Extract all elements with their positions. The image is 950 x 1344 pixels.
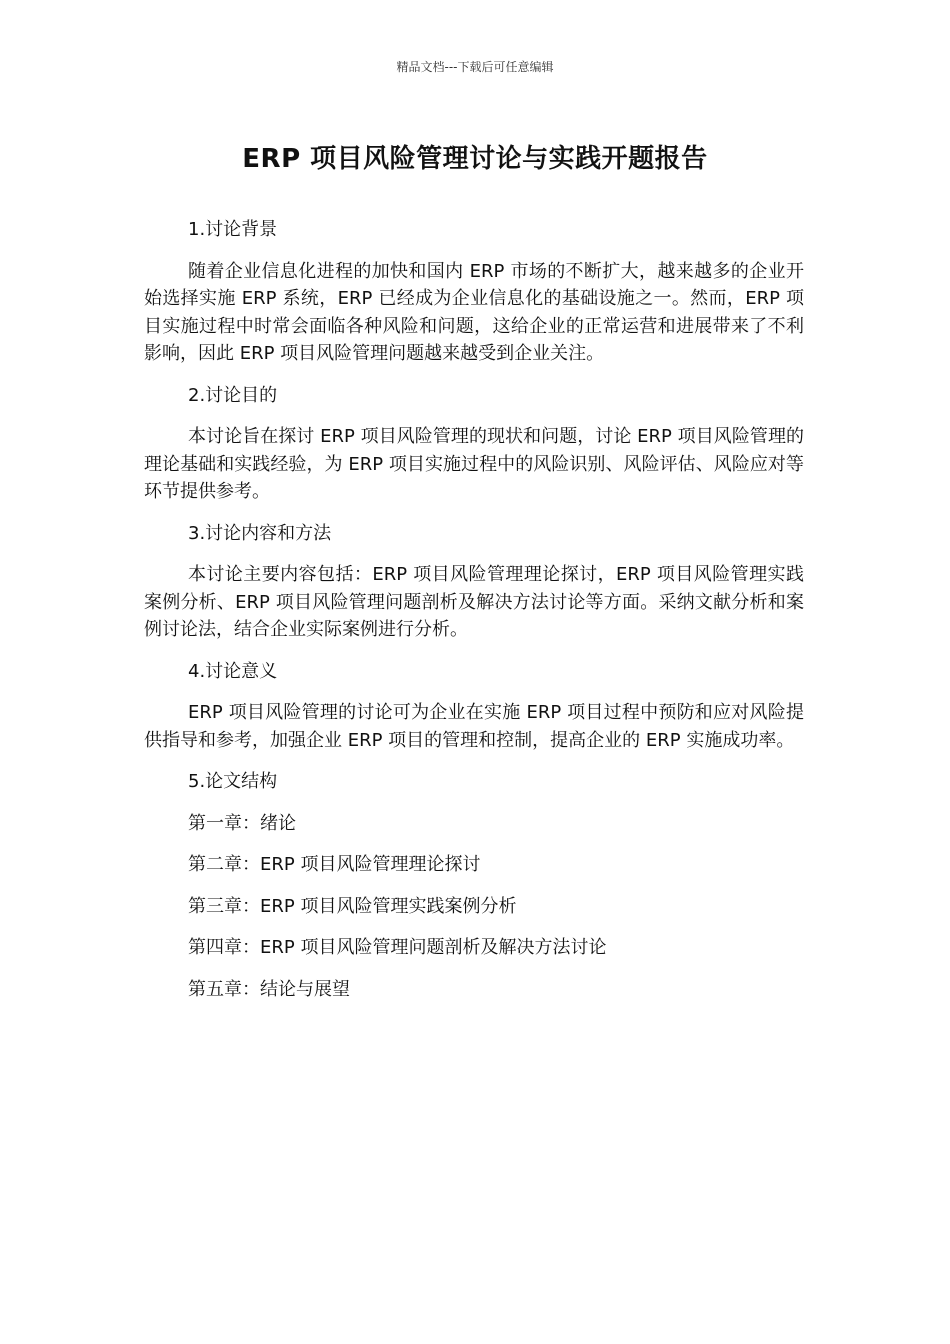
section-significance (144, 658, 804, 755)
section-paragraph: 本讨论主要内容包括：ERP 项目风险管理理论探讨，ERP 项目风险管理实践案例分析、ERP 项目风险管理问题剖析及解决方法讨论等方面。采纳文献分析和案例讨论法，结合企业实际案例进行分析。 (144, 564, 804, 640)
section-heading: 3.讨论内容和方法 (188, 522, 332, 544)
section-heading: 5.论文结构 (188, 771, 278, 792)
section-content-method (144, 520, 804, 644)
document-title: ERP 项目风险管理讨论与实践开题报告 (242, 144, 708, 174)
document-body (144, 216, 804, 1017)
section-heading: 2.讨论目的 (188, 384, 278, 406)
section-paragraph: 本讨论旨在探讨 ERP 项目风险管理的现状和问题，讨论 ERP 项目风险管理的理论基础和实践经验，为 ERP 项目实施过程中的风险识别、风险评估、风险应对等环节提供参考。 (144, 426, 804, 502)
section-heading: 4.讨论意义 (188, 660, 278, 682)
section-heading: 1.讨论背景 (188, 219, 278, 240)
chapter-item: 第四章：ERP 项目风险管理问题剖析及解决方法讨论 (188, 937, 607, 958)
chapter-item: 第五章：结论与展望 (188, 978, 350, 1000)
section-purpose (144, 382, 804, 506)
page-header-note: 精品文档---下载后可任意编辑 (396, 60, 554, 74)
section-paragraph: 随着企业信息化进程的加快和国内 ERP 市场的不断扩大，越来越多的企业开始选择实施 ERP 系统，ERP 已经成为企业信息化的基础设施之一。然而，ERP 项目实施过程中时常会面临各种风险和问题，这给企业的正常运营和进展带来了不利影响，因此 ERP 项目风险管理问题越来越受到企业关注。 (144, 260, 804, 364)
section-background (144, 216, 804, 368)
section-structure (144, 768, 804, 1003)
chapter-item: 第二章：ERP 项目风险管理理论探讨 (188, 854, 481, 875)
section-paragraph: ERP 项目风险管理的讨论可为企业在实施 ERP 项目过程中预防和应对风险提供指导和参考，加强企业 ERP 项目的管理和控制，提高企业的 ERP 实施成功率。 (144, 702, 804, 751)
chapter-item: 第一章：绪论 (188, 812, 296, 834)
chapter-item: 第三章：ERP 项目风险管理实践案例分析 (188, 895, 517, 917)
